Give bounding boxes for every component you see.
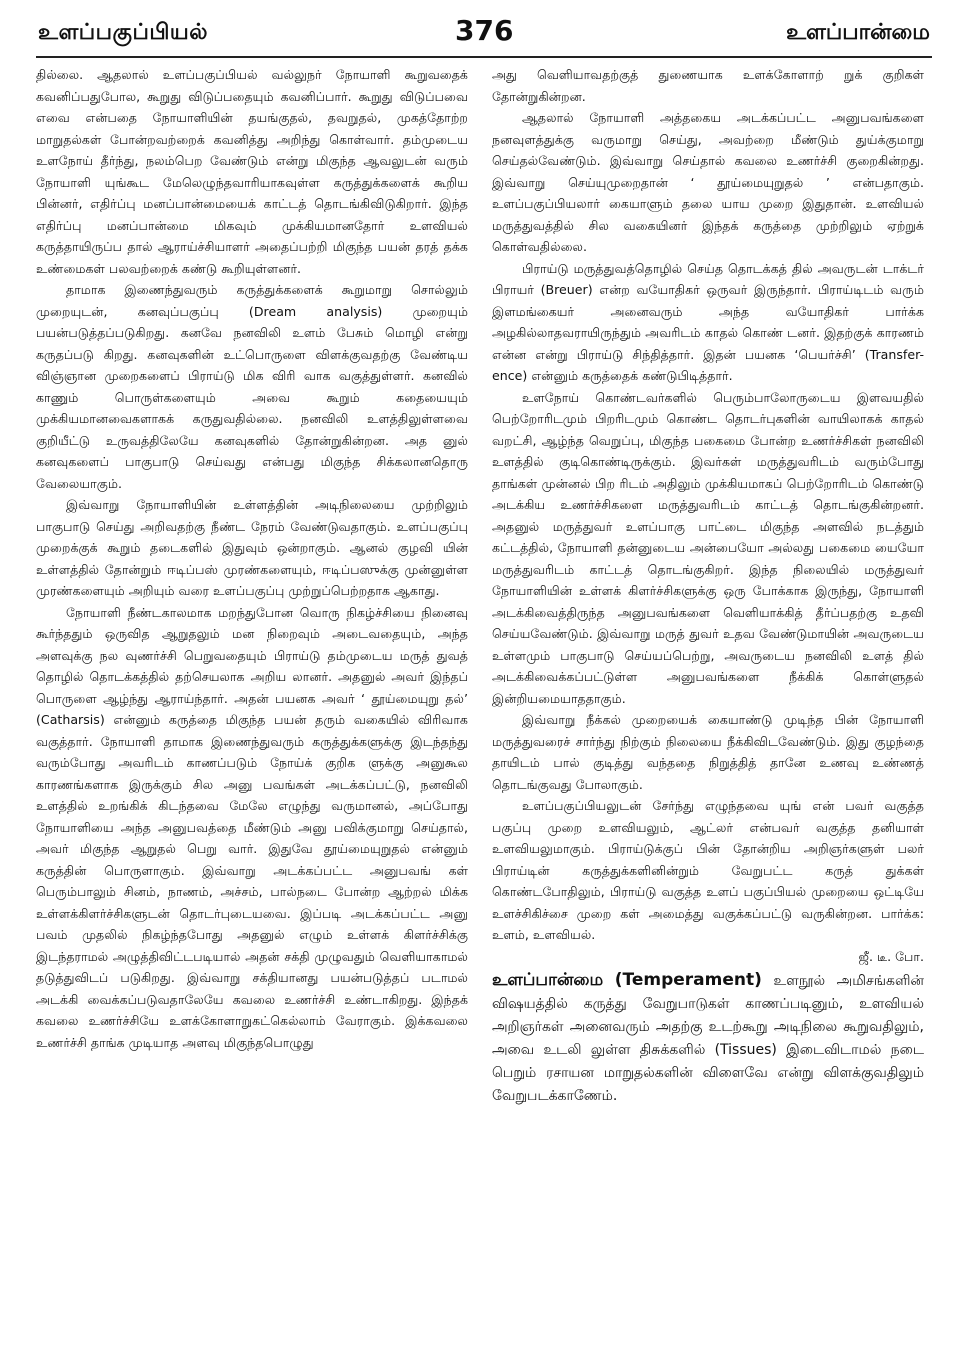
running-head-left: உளப்பகுப்பியல்: [38, 20, 209, 45]
paragraph: ஆதலால் நோயாளி அத்தகைய அடக்கப்பட்ட அனுபவங்களை நனவுளத்துக்கு வருமாறு செய்து, அவற்றை மீண்டும் துய்க்குமாறு செய்தல்வேண்டும். இவ்வாறு செய்தால் கவலை உணர்ச்சி குறைகின்றது. இவ்வாறு செய்யுமுறைதான் ‘ தூய்மையுறுதல் ’ என்பதாகும். உளப்பகுப்பியலார் கையாளும் தலை யாய முறை இதுதான். உளவியல் மருத்துவத்தில் சில வகையினர் இந்தக் கருத்தை முற்றிலும் ஏற்றுக் கொள்வதில்லை.: [492, 110, 924, 254]
paragraph: நோயாளி நீண்டகாலமாக மறந்துபோன வொரு நிகழ்ச்சியை நினைவு கூர்ந்ததும் ஒருவித ஆறுதலும் மன நிறைவும் அடைவதையும், அந்த அளவுக்கு நல வுணர்ச்சி பெறுவதையும் பிராய்டு தம்முடைய மருத் துவத் தொழில் தொடக்கத்தில் தற்செயலாக அறிய லானர். அதனுல் அவர் இந்தப் பொருளை ஆழ்ந்து ஆராய்ந்தார். அதன் பயனக அவர் ‘ தூய்மையுறு தல்’ (Catharsis) என்னும் கருத்தை மிகுந்த பயன் தரும் வகையில் விரிவாக வகுத்தார். நோயாளி தாமாக இணைந்துவரும் கருத்துக்களுக்கு இடந்தந்து வரும்போது அவரிடம் காணப்படும் நோய்க் குறிக ளுக்கு அனுகூல காரணங்களாக இருக்கும் சில அனு பவங்கள் அடக்கப்பட்டு, நனவிலி உளத்தில் உறங்கிக் கிடந்தவை மேலே எழுந்து வருமானல், அப்போது நோயாளியை அந்த அனுபவத்தை மீண்டும் அனு பவிக்குமாறு செய்தால், அவர் மிகுந்த ஆறுதல் பெறு வார். இதுவே தூய்மையுறுதல் என்னும் கருத்தின் பொருளாகும். இவ்வாறு அடக்கப்பட்ட அனுபவங் கள் பெரும்பாலும் சினம், நாணம், அச்சம், பால்நடை போன்ற ஆற்றல் மிக்க உள்ளக்கிளர்ச்சிகளுடன் தொடர்புடையவை. இப்படி அடக்கப்பட்ட அனு பவம் முதலில் நிகழ்ந்தபோது அதனுல் எழும் உள்ளக் கிளர்ச்சிக்கு இடந்தராமல் அழுத்திவிட்டபடியால் அதன் சக்தி முழுவதும் வெளியாகாமல் தடுத்துவிடப் படுகிறது. இவ்வாறு சக்தியானது பயன்படுத்தப் படாமல் அடக்கி வைக்கப்படுவதாலேயே கவலை உணர்ச்சி உண்டாகிறது. இந்தக் கவலை உணர்ச்சியே உளக்கோளாறுகட்கெல்லாம் வேராகும். இக்கவலை உணர்ச்சி தாங்க முடியாத அளவு மிகுந்தபொழுது: [36, 604, 468, 1050]
paragraph: தாமாக இணைந்துவரும் கருத்துக்களைக் கூறுமாறு சொல்லும் முறையுடன், கனவுப்பகுப்பு (Dream analysis) முறையும் பயன்படுத்தப்படுகிறது. கனவே நனவிலி உளம் பேசும் மொழி என்று கருதப்படு கிறது. கனவுகளின் உட்பொருளை விளக்குவதற்கு வேண்டிய விஞ்ஞான முறைகளைப் பிராய்டு மிக விரி வாக வகுத்துள்ளர். கனவில் காணும் பொருள்களையும் அவை கூறும் கதையையும் முக்கியமானவைகளாகக் கருதுவதில்லை. நனவிலி உளத்திலுள்ளவை குறியீட்டு உருவத்திலேயே கனவுகளில் தோன்றுகின்றன. அத னுல் கனவுகளைப் பாகுபாடு செய்வது என்பது மிகுந்த சிக்கலானதொரு வேலையாகும்.: [36, 282, 468, 491]
paragraph: தில்லை. ஆதலால் உளப்பகுப்பியல் வல்லுநர் நோயாளி கூறுவதைக் கவனிப்பதுபோல, கூறுது விடுப்பதையும் கவனிப்பார். கூறுது விடுப்பவை எவை என்பதை நோயாளியின் தயங்குதல், தவறுதல், முகத்தோற்ற மாறுதல்கள் போன்றவற்றைக் கவனித்து அறிந்து கொள்வார். தம்முடைய உளநோய் தீர்ந்து, நலம்பெற வேண்டும் என்று மிகுந்த ஆவலுடன் வரும் நோயாளி யுங்கூட மேலெழுந்தவாரியாகவுள்ள கருத்துக்களைக் கூறிய பின்னர், எதிர்ப்பு மனப்பான்மையைக் காட்டத் தொடங்கிவிடுகிறார். இந்த எதிர்ப்பு மனப்பான்மை மிகவும் முக்கியமானதோர் உளவியல் கருத்தாயிருப்ப தால் ஆராய்ச்சியாளர் அதைப்பற்றி மிகுந்த பயன் தரத் தக்க உண்மைகள் பலவற்றைக் கண்டு கூறியுள்ளனர்.: [36, 67, 468, 276]
author-signature: ஜீ. டீ. போ.: [858, 948, 924, 964]
right-column: [492, 64, 924, 1108]
page-number: 376: [455, 14, 514, 47]
page-header: [0, 0, 966, 60]
paragraph: இவ்வாறு நோயாளியின் உள்ளத்தின் அடிநிலையை முற்றிலும் பாகுபாடு செய்து அறிவதற்கு நீண்ட நேரம் வேண்டுவதாகும். உளப்பகுப்பு முறைக்குக் கூறும் தடைகளில் இதுவும் ஒன்றாகும். ஆனல் குழவி யின் உள்ளத்தில் தோன்றும் ஈடிப்பஸ் முரண்களையும், ஈடிப்பஸுக்கு முன்னுள்ள முரண்களையும் அறியும் வரை உளப்பகுப்பு முற்றுப்பெற்றதாக ஆகாது.: [36, 497, 468, 598]
paragraph: பிராய்டு மருத்துவத்தொழில் செய்த தொடக்கத் தில் அவருடன் டாக்டர் பிராயர் (Breuer) என்ற வயோதிகர் ஒருவர் இருந்தார். பிராய்டிடம் வரும் இளமங்கையர் அனைவரும் அந்த வயோதிகர் பார்க்க அழகில்லாதவராயிருந்தும் அவரிடம் காதல் கொண் டனர். இதற்குக் காரணம் என்ன என்று பிராய்டு சிந்தித்தார். இதன் பயனக ‘பெயர்ச்சி’ (Transfer- ence) என்னும் கருத்தைக் கண்டுபிடித்தார்.: [492, 260, 924, 383]
paragraph: உளப்பகுப்பியலுடன் சேர்ந்து எழுந்தவை யுங் என் பவர் வகுத்த பகுப்பு முறை உளவியலும், ஆட்லர் என்பவர் வகுத்த தனியாள் உளவியலுமாகும். பிராய்டுக்குப் பின் தோன்றிய அறிஞர்களுள் பலர் பிராய்டின் கருத்துக்களினின்றும் வேறுபட்ட கருத் துக்கள் கொண்டபோதிலும், பிராய்டு வகுத்த உளப் பகுப்பியல் முறையை ஒட்டியே உளச்சிகிச்சை முறை கள் அமைத்து வகுக்கப்பட்டு வருகின்றன. பார்க்க: உளம், உளவியல்.: [492, 798, 924, 942]
paragraph: இவ்வாறு நீக்கல் முறையைக் கையாண்டு முடிந்த பின் நோயாளி மருத்துவரைச் சார்ந்து நிற்கும் நிலையை நீக்கிவிடவேண்டும். இது குழந்தை தாயிடம் பால் குடித்து வந்ததை நிறுத்தித் தானே உணவு உண்ணத் தொடங்குவது போலாகும்.: [492, 712, 924, 792]
entry-text: உளநூல் அமிசங்களின் விஷயத்தில் கருத்து வேறுபாடுகள் காணப்படினும், உளவியல் அறிஞர்கள் அனைவரும் அதற்கு உடற்கூறு அடிநிலை கூறுவதிலும், அவை உடலி லுள்ள திசுக்களில் (Tissues) இடைவிடாமல் நடை பெறும் ரசாயன மாறுதல்களின் விளைவே என்று விளக்குவதிலும் வேறுபடக்காணேம்.: [492, 973, 925, 1104]
entry-block: [492, 969, 924, 1108]
paragraph: அது வெளியாவதற்குத் துணையாக உளக்கோளாற் றுக் குறிகள் தோன்றுகின்றன.: [492, 67, 924, 104]
paragraph: உளநோய் கொண்டவர்களில் பெரும்பாலோருடைய இளவயதில் பெற்றோரிடமும் பிறரிடமும் கொண்ட தொடர்புகளின் வாயிலாகக் காதல் வறட்சி, ஆழ்ந்த வெறுப்பு, மிகுந்த பகைமை போன்ற உணர்ச்சிகள் நனவிலி உளத்தில் குடிகொண்டிருக்கும். இவர்கள் மருத்துவரிடம் வரும்போது தாங்கள் முன்னல் பிற ரிடம் அதிலும் முக்கியமாகப் பெற்றோரிடம் கொண்டு அடக்கிய உணர்ச்சிகளை மருத்துவரிடம் காட்டத் தொடங்குகின்றனர். அதனுல் மருத்துவர் உளப்பாகு பாட்டை மிகுந்த அளவில் நடத்தும் கட்டத்தில், நோயாளி தன்னுடைய அன்பையோ அல்லது பகைமை யையோ மருத்துவரிடம் காட்டத் தொடங்குகிறர். இந்த நிலையில் மருத்துவர் நோயாளியின் உள்ளக் கிளர்ச்சிகளுக்கு ஒரு போக்காக இருந்து, நோயாளி அடக்கிவைத்திருந்த அனுபவங்களை வெளியாக்கித் தீர்ப்பதற்கு உதவி செய்யவேண்டும். இவ்வாறு மருத் துவர் உதவ வேண்டுமாயின் அவருடைய உள்ளமும் பாகுபாடு செய்யப்பெற்று, அவருடைய நனவிலி உளத் தில் அடக்கிவைக்கப்பட்டுள்ள அனுபவங்களை நீக்கிக் கொள்ளுதல் இன்றியமையாததாகும்.: [492, 389, 924, 706]
left-column: [36, 64, 468, 1053]
running-head-right: உளப்பான்மை: [786, 20, 930, 45]
entry-title-english: (Temperament): [614, 970, 762, 990]
entry-title: உளப்பான்மை: [492, 970, 604, 990]
header-rule: [36, 56, 932, 58]
